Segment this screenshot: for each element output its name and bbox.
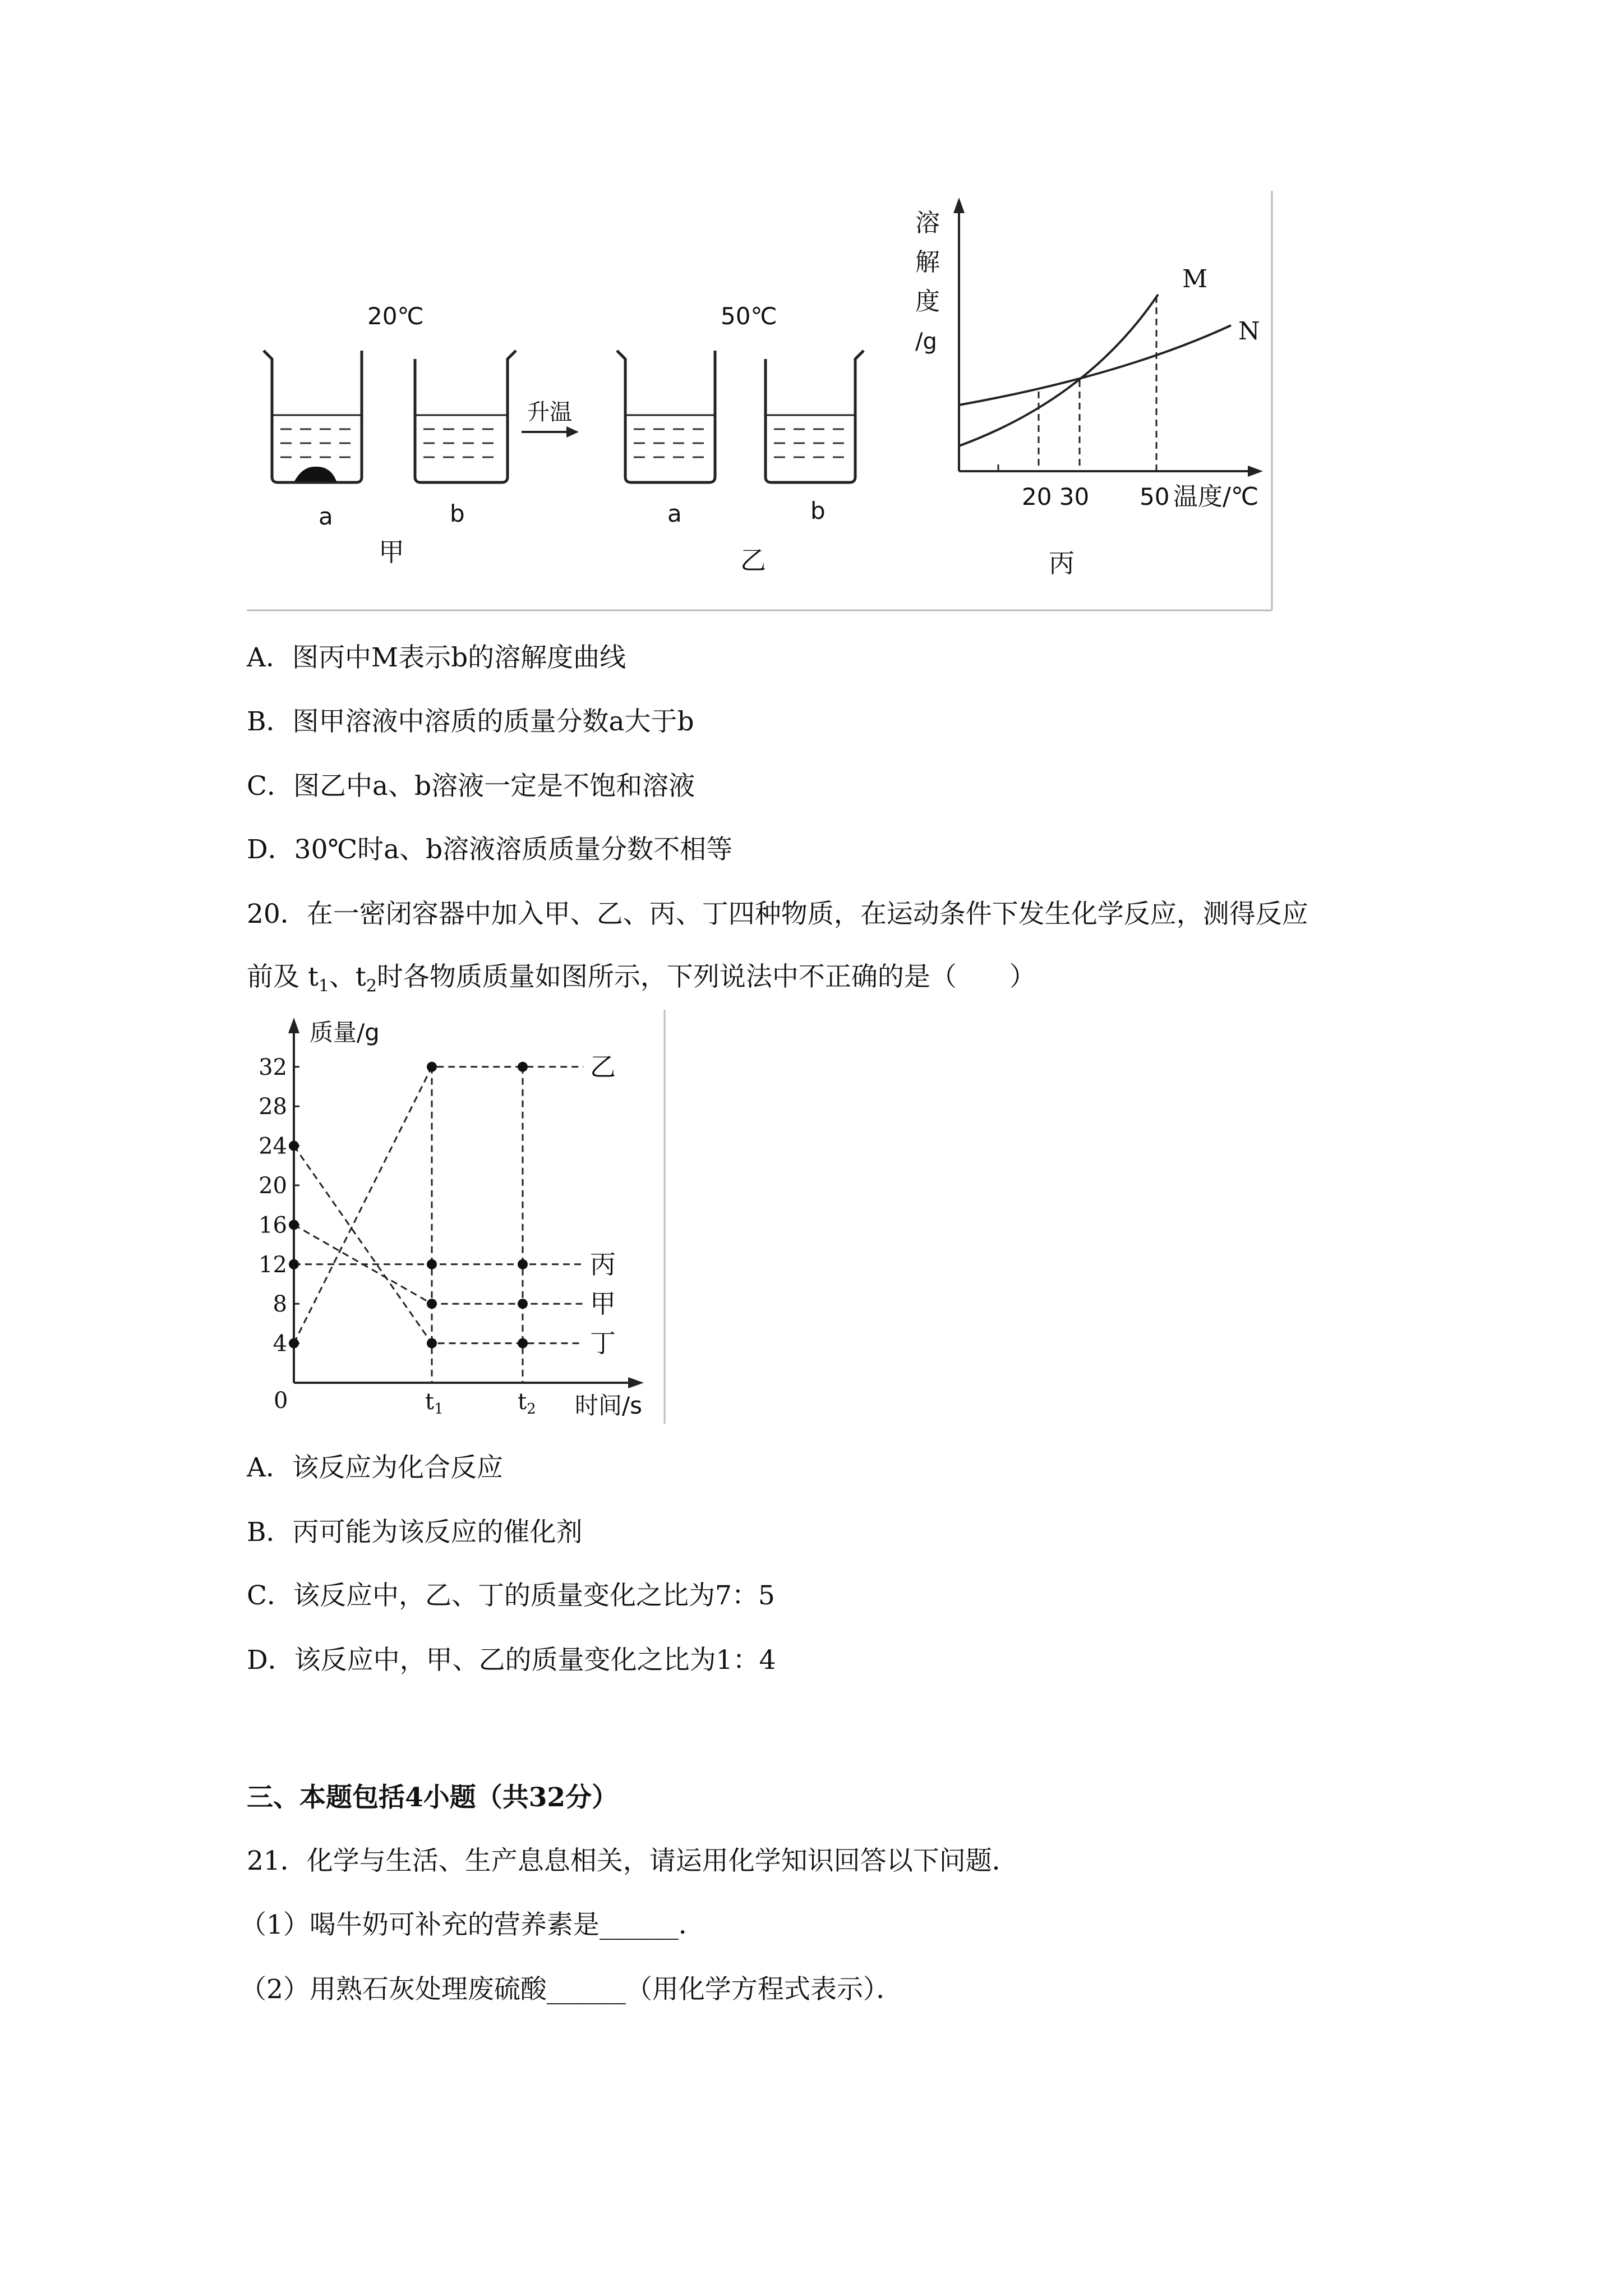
series-label-1: 丙 xyxy=(590,1249,616,1280)
series-line-0 xyxy=(294,1067,583,1343)
arrow-label: 升温 xyxy=(527,399,572,425)
q20-option-a: A．该反应为化合反应 xyxy=(247,1452,503,1483)
mass-chart-xlabel: 时间/s xyxy=(575,1392,643,1419)
q19-option-b: B．图甲溶液中溶质的质量分数a大于b xyxy=(247,706,694,737)
q20-line2-pre: 前及 t xyxy=(247,961,319,992)
solubility-chart xyxy=(915,197,1263,511)
series-label-3: 丁 xyxy=(590,1328,616,1359)
q21-stem: 21．化学与生活、生产息息相关，请运用化学知识回答以下问题． xyxy=(247,1846,1018,1876)
point-3-2 xyxy=(518,1338,528,1349)
section-3-heading: 三、本题包括4小题（共32分） xyxy=(247,1782,619,1813)
beaker-b-right xyxy=(766,351,864,482)
point-2-0 xyxy=(289,1220,299,1230)
q19-option-d: D．30℃时a、b溶液溶质质量分数不相等 xyxy=(247,834,733,865)
y-tick-label-16: 16 xyxy=(259,1212,287,1239)
mass-chart-ylabel: 质量/g xyxy=(310,1019,380,1046)
q20-option-c: C．该反应中，乙、丁的质量变化之比为7：5 xyxy=(247,1580,775,1611)
y-tick-label-20: 20 xyxy=(259,1173,287,1199)
q20-stem-line2 xyxy=(247,960,1036,1003)
x-tick-t2-base: t xyxy=(518,1389,527,1415)
y-tick-label-12: 12 xyxy=(259,1251,287,1278)
sol-ylabel-2: 解 xyxy=(915,248,940,277)
point-3-0 xyxy=(289,1141,299,1151)
point-2-2 xyxy=(518,1299,528,1309)
panel-label-yi: 乙 xyxy=(740,545,766,576)
q21-sub-1: （1）喝牛奶可补充的营养素是______． xyxy=(240,1910,705,1940)
sol-ylabel-4: /g xyxy=(915,329,937,355)
series-label-2: 甲 xyxy=(590,1289,616,1319)
curve-M xyxy=(959,295,1158,446)
point-3-1 xyxy=(427,1338,437,1349)
q20-sub-2: 2 xyxy=(366,976,377,996)
point-1-1 xyxy=(427,1259,437,1269)
q19-option-c: C．图乙中a、b溶液一定是不饱和溶液 xyxy=(247,771,695,802)
panel-label-jia: 甲 xyxy=(379,537,404,567)
y-tick-label-32: 32 xyxy=(259,1054,287,1080)
sol-ylabel-3: 度 xyxy=(915,287,940,316)
panel-label-bing: 丙 xyxy=(1049,548,1075,578)
series-line-3 xyxy=(294,1146,583,1343)
q20-line2-post: 时各物质质量如图所示，下列说法中不正确的是（ ） xyxy=(376,961,1036,992)
point-1-0 xyxy=(289,1259,299,1269)
beaker-a-left xyxy=(264,351,362,482)
q20-stem-line1: 20．在一密闭容器中加入甲、乙、丙、丁四种物质，在运动条件下发生化学反应，测得反应 xyxy=(247,899,1308,930)
point-2-1 xyxy=(427,1299,437,1309)
mass-x-arrow xyxy=(628,1377,644,1388)
point-0-0 xyxy=(289,1338,299,1349)
point-0-1 xyxy=(427,1062,437,1072)
sol-tick-50: 50 xyxy=(1140,483,1170,510)
q20-line2-mid: 、t xyxy=(329,961,366,992)
sol-xlabel: 温度/℃ xyxy=(1173,482,1259,511)
series-label-0: 乙 xyxy=(590,1051,616,1082)
figure-solubility-experiment xyxy=(247,191,1273,611)
point-1-2 xyxy=(518,1259,528,1269)
series-line-2 xyxy=(294,1225,583,1304)
q20-sub-1: 1 xyxy=(318,976,329,996)
y-tick-label-8: 8 xyxy=(273,1291,287,1318)
y-tick-label-24: 24 xyxy=(259,1133,287,1159)
mass-y-arrow xyxy=(288,1018,299,1033)
beaker-a-right xyxy=(617,351,715,482)
mass-time-chart xyxy=(247,1010,667,1425)
temp-label-50: 50℃ xyxy=(721,302,777,330)
sol-ylabel-1: 溶 xyxy=(915,209,940,237)
sol-tick-20-30: 20 30 xyxy=(1022,483,1090,510)
x-tick-t2-sub: 2 xyxy=(527,1401,536,1418)
curve-label-M: M xyxy=(1182,265,1208,293)
q20-option-d: D．该反应中，甲、乙的质量变化之比为1：4 xyxy=(247,1645,776,1676)
x-tick-t1-base: t xyxy=(425,1389,435,1415)
q21-sub-2: （2）用熟石灰处理废硫酸______（用化学方程式表示）． xyxy=(240,1974,903,2005)
beaker-label-b-left: b xyxy=(450,500,465,527)
q20-option-b: B．丙可能为该反应的催化剂 xyxy=(247,1517,583,1548)
x-tick-0: 0 xyxy=(274,1388,288,1414)
beaker-label-a-right: a xyxy=(667,500,682,527)
beaker-label-a-left: a xyxy=(319,503,333,530)
heating-arrow xyxy=(522,426,579,438)
beaker-b-left xyxy=(415,351,516,482)
x-tick-t1 xyxy=(425,1389,444,1418)
x-tick-t1-sub: 1 xyxy=(434,1401,444,1418)
y-tick-label-4: 4 xyxy=(273,1331,287,1357)
curve-label-N: N xyxy=(1238,317,1260,346)
x-tick-t2 xyxy=(518,1389,536,1418)
point-0-2 xyxy=(518,1062,528,1072)
temp-label-20: 20℃ xyxy=(367,302,424,330)
beaker-label-b-right: b xyxy=(810,497,826,524)
undissolved-solid xyxy=(294,467,336,481)
y-tick-label-28: 28 xyxy=(259,1094,287,1120)
q19-option-a: A．图丙中M表示b的溶解度曲线 xyxy=(247,642,626,673)
